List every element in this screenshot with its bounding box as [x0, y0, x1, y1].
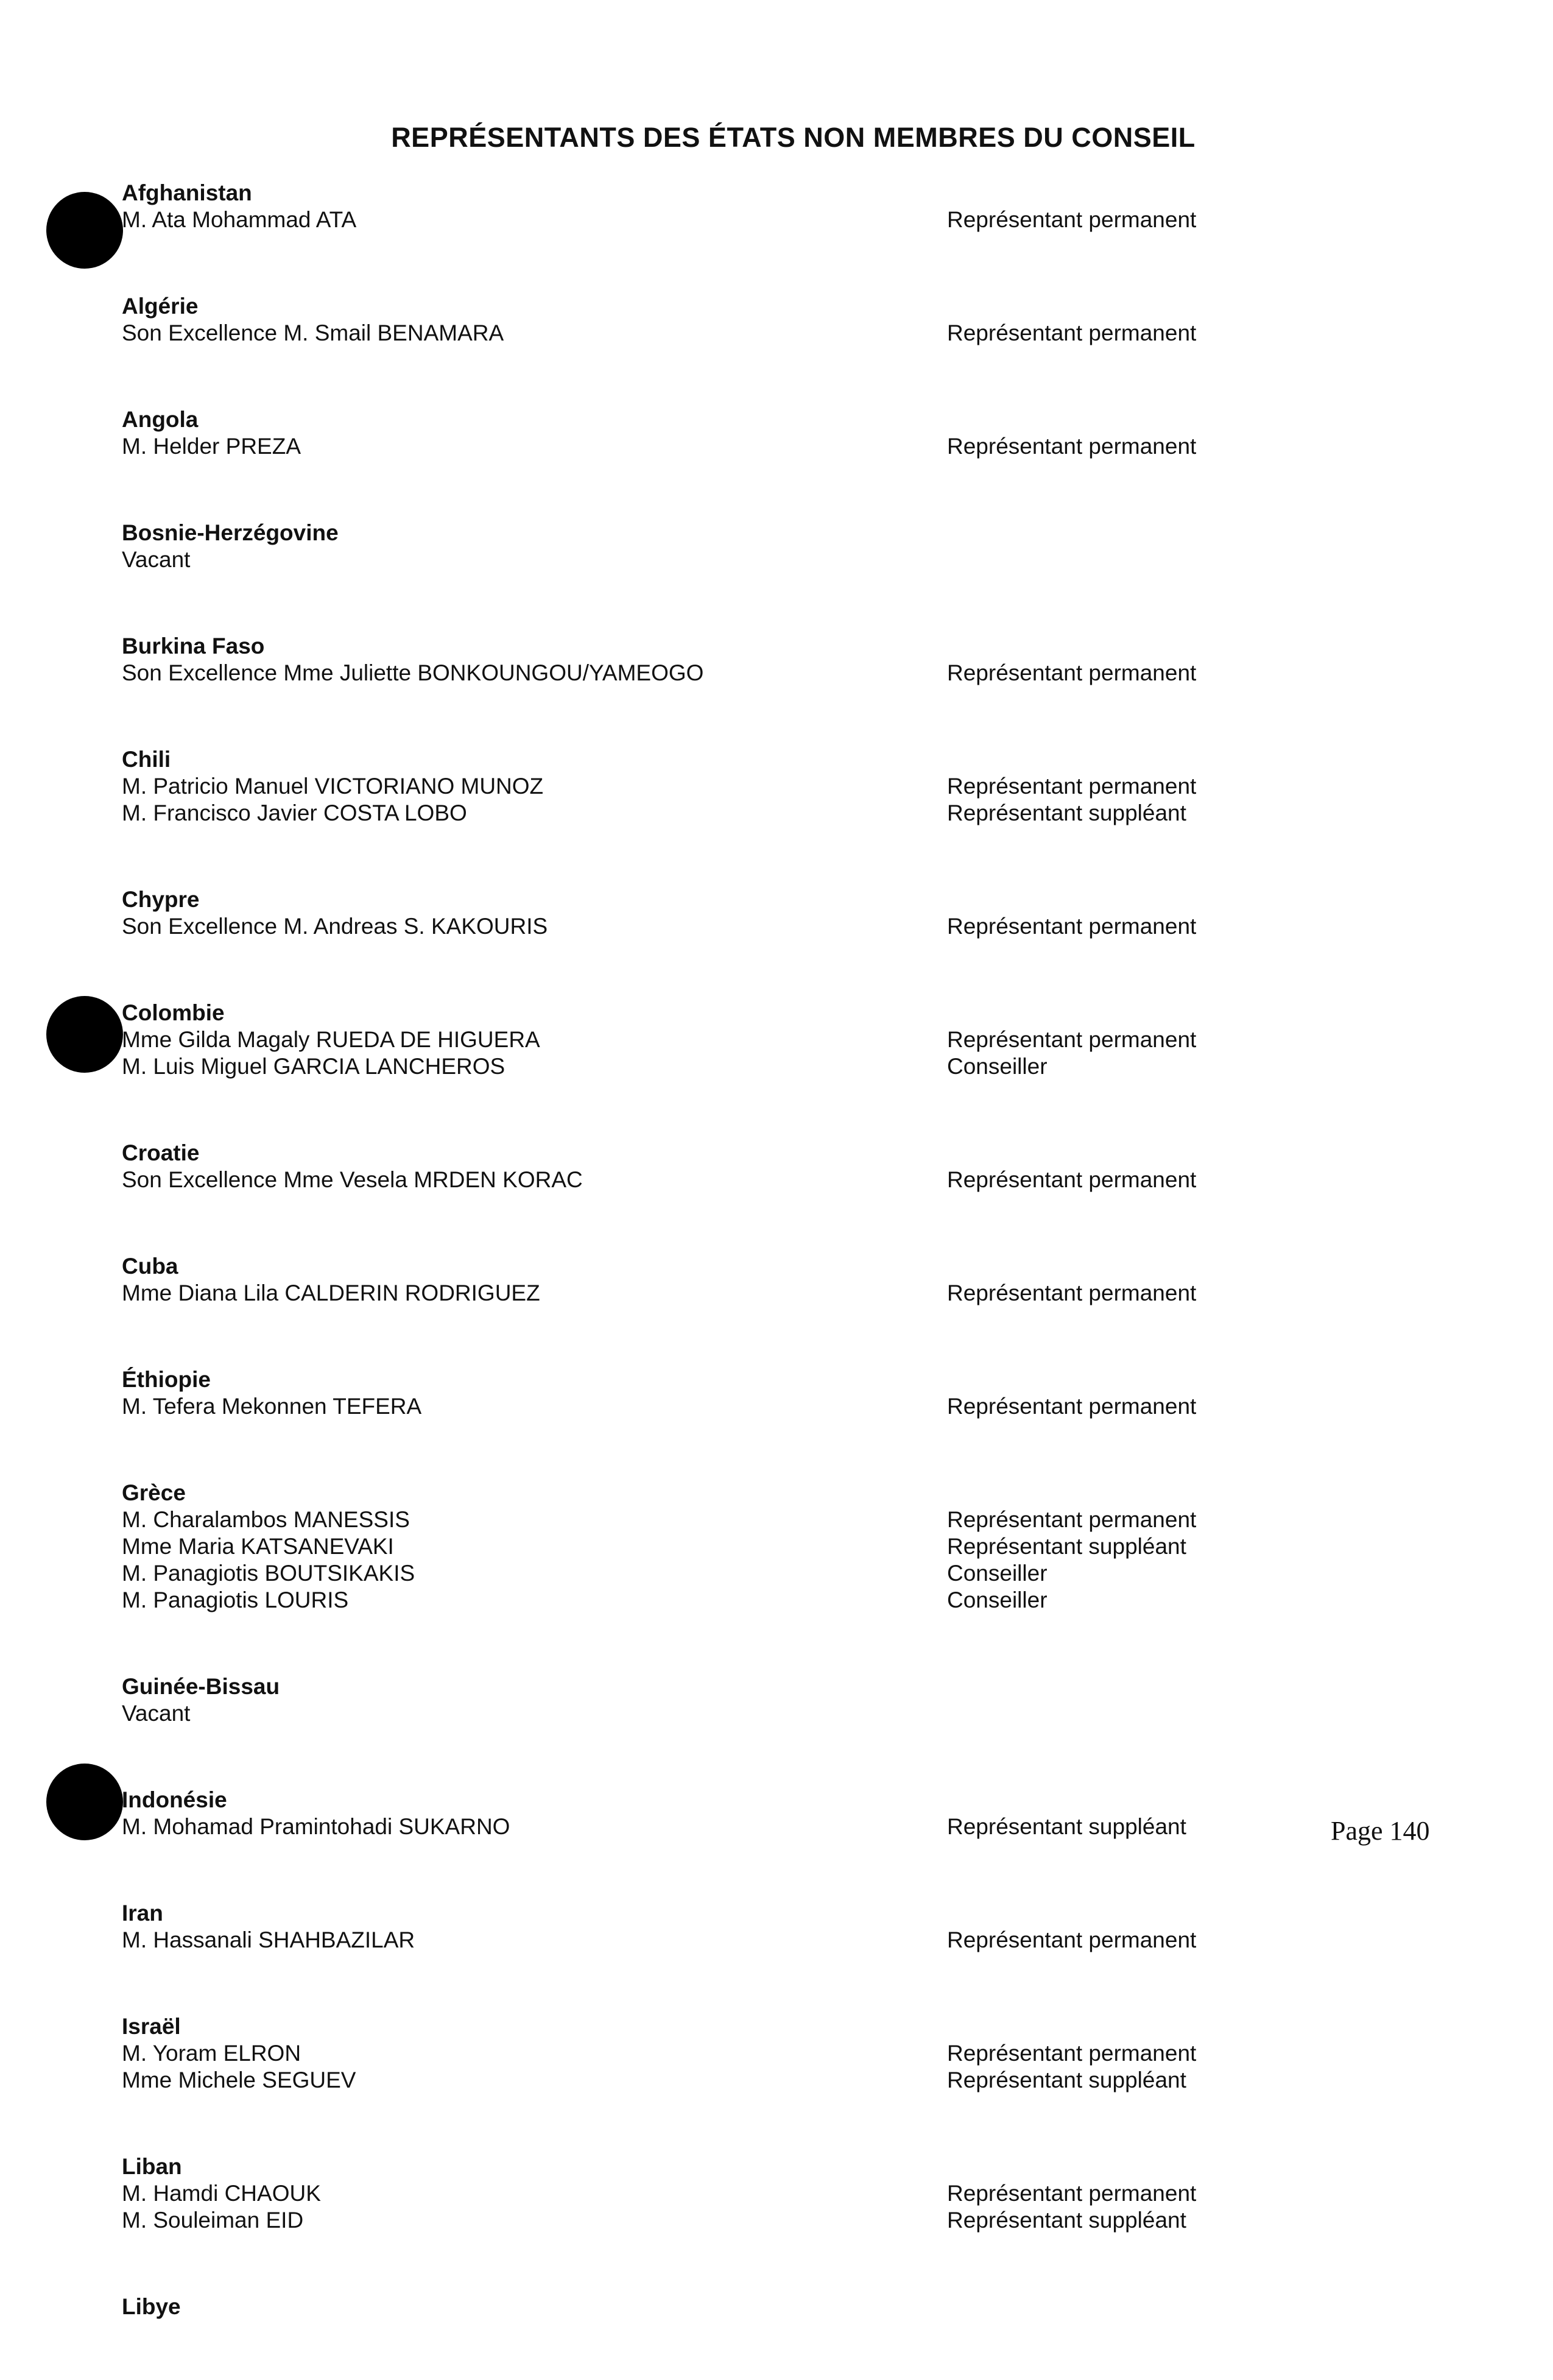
delegate-role: Représentant suppléant	[947, 1814, 1186, 1839]
delegate-row	[122, 1813, 1401, 1840]
delegate-row	[122, 207, 1401, 233]
delegate-name: Son Excellence M. Smail BENAMARA	[122, 320, 504, 345]
delegate-name: Mme Michele SEGUEV	[122, 2067, 356, 2092]
delegate-row	[122, 1026, 1401, 1053]
country-name: Éthiopie	[122, 1367, 211, 1392]
country-name: Colombie	[122, 1000, 225, 1025]
delegate-name: Mme Maria KATSANEVAKI	[122, 1534, 394, 1559]
delegate-name: Mme Diana Lila CALDERIN RODRIGUEZ	[122, 1280, 540, 1305]
delegate-role: Conseiller	[947, 1561, 1048, 1586]
country-name: Cuba	[122, 1254, 178, 1279]
delegate-role: Représentant permanent	[947, 2041, 1197, 2066]
delegate-name: Son Excellence M. Andreas S. KAKOURIS	[122, 914, 548, 939]
punch-hole	[46, 192, 123, 269]
country-name: Algérie	[122, 294, 199, 319]
country-block	[122, 180, 1401, 233]
country-name: Guinée-Bissau	[122, 1674, 280, 1699]
delegate-row	[122, 2207, 1401, 2234]
delegate-name: M. Tefera Mekonnen TEFERA	[122, 1394, 422, 1419]
country-block	[122, 633, 1401, 687]
delegate-name: M. Helder PREZA	[122, 434, 301, 459]
delegate-role: Représentant permanent	[947, 1927, 1197, 1952]
delegate-row	[122, 913, 1401, 940]
delegate-role: Représentant permanent	[947, 774, 1197, 799]
delegate-row	[122, 1053, 1401, 1080]
delegate-row	[122, 433, 1401, 460]
delegate-role: Représentant suppléant	[947, 1534, 1186, 1559]
country-block	[122, 2153, 1401, 2234]
delegate-role: Représentant permanent	[947, 320, 1197, 345]
country-name: Chili	[122, 747, 171, 772]
punch-hole	[46, 1764, 123, 1840]
delegate-name: M. Hassanali SHAHBAZILAR	[122, 1927, 415, 1952]
delegate-row	[122, 660, 1401, 687]
country-block	[122, 1366, 1401, 1420]
country-block	[122, 1253, 1401, 1307]
country-name: Croatie	[122, 1140, 200, 1165]
delegate-row	[122, 2180, 1401, 2207]
delegate-role: Représentant permanent	[947, 207, 1197, 232]
delegate-role: Conseiller	[947, 1587, 1048, 1612]
delegate-role: Représentant permanent	[947, 2181, 1197, 2206]
delegate-row	[122, 1587, 1401, 1614]
country-name: Angola	[122, 407, 199, 432]
delegate-name: M. Panagiotis BOUTSIKAKIS	[122, 1561, 415, 1586]
delegate-name: Son Excellence Mme Vesela MRDEN KORAC	[122, 1167, 583, 1192]
country-name: Iran	[122, 1901, 163, 1926]
delegate-name: Vacant	[122, 1701, 191, 1726]
delegate-name: M. Patricio Manuel VICTORIANO MUNOZ	[122, 774, 544, 799]
country-block	[122, 746, 1401, 827]
country-block	[122, 293, 1401, 347]
country-block	[122, 1900, 1401, 1954]
delegate-name: Vacant	[122, 547, 191, 572]
delegate-role: Représentant permanent	[947, 1027, 1197, 1052]
delegate-row	[122, 320, 1401, 347]
delegate-name: M. Hamdi CHAOUK	[122, 2181, 321, 2206]
delegate-name: M. Souleiman EID	[122, 2208, 304, 2233]
delegate-role: Représentant suppléant	[947, 800, 1186, 825]
delegate-row	[122, 1506, 1401, 1533]
delegate-name: Mme Gilda Magaly RUEDA DE HIGUERA	[122, 1027, 540, 1052]
delegate-name: Son Excellence Mme Juliette BONKOUNGOU/YAMEOGO	[122, 660, 704, 685]
page-number: Page 140	[1331, 1816, 1430, 1846]
country-name: Burkina Faso	[122, 634, 265, 659]
delegate-role: Représentant permanent	[947, 914, 1197, 939]
country-block	[122, 406, 1401, 460]
delegate-name: M. Ata Mohammad ATA	[122, 207, 357, 232]
country-name: Indonésie	[122, 1787, 227, 1812]
country-block	[122, 2293, 1401, 2320]
delegate-name: M. Francisco Javier COSTA LOBO	[122, 800, 467, 825]
delegate-row	[122, 2067, 1401, 2094]
delegate-name: M. Mohamad Pramintohadi SUKARNO	[122, 1814, 510, 1839]
delegate-name: M. Yoram ELRON	[122, 2041, 301, 2066]
country-list	[122, 180, 1401, 2380]
delegate-row	[122, 1393, 1401, 1420]
country-block	[122, 1000, 1401, 1080]
delegate-row	[122, 1280, 1401, 1307]
delegate-row	[122, 1560, 1401, 1587]
delegate-role: Représentant suppléant	[947, 2208, 1186, 2233]
country-block	[122, 1480, 1401, 1614]
delegate-row	[122, 800, 1401, 827]
delegate-role: Représentant permanent	[947, 1507, 1197, 1532]
punch-hole	[46, 996, 123, 1073]
country-block	[122, 886, 1401, 940]
country-block	[122, 1787, 1401, 1840]
country-name: Chypre	[122, 887, 200, 912]
delegate-row	[122, 773, 1401, 800]
delegate-row	[122, 1533, 1401, 1560]
delegate-name: M. Panagiotis LOURIS	[122, 1587, 349, 1612]
delegate-row	[122, 1927, 1401, 1954]
delegate-row	[122, 1167, 1401, 1193]
country-name: Grèce	[122, 1480, 186, 1505]
delegate-row	[122, 1700, 1401, 1727]
country-name: Afghanistan	[122, 180, 252, 205]
country-name: Libye	[122, 2294, 181, 2319]
delegate-row	[122, 546, 1401, 573]
page-title: REPRÉSENTANTS DES ÉTATS NON MEMBRES DU CONSEIL	[391, 122, 1196, 153]
delegate-role: Conseiller	[947, 1054, 1048, 1079]
delegate-row	[122, 2040, 1401, 2067]
country-block	[122, 2013, 1401, 2094]
country-name: Israël	[122, 2014, 181, 2039]
country-block	[122, 520, 1401, 573]
delegate-name: M. Charalambos MANESSIS	[122, 1507, 410, 1532]
delegate-role: Représentant permanent	[947, 1280, 1197, 1305]
country-block	[122, 1673, 1401, 1727]
delegate-role: Représentant permanent	[947, 1394, 1197, 1419]
delegate-role: Représentant suppléant	[947, 2067, 1186, 2092]
country-block	[122, 1140, 1401, 1193]
delegate-role: Représentant permanent	[947, 1167, 1197, 1192]
delegate-role: Représentant permanent	[947, 660, 1197, 685]
delegate-name: M. Luis Miguel GARCIA LANCHEROS	[122, 1054, 505, 1079]
delegate-role: Représentant permanent	[947, 434, 1197, 459]
country-name: Bosnie-Herzégovine	[122, 520, 339, 545]
country-name: Liban	[122, 2154, 182, 2179]
